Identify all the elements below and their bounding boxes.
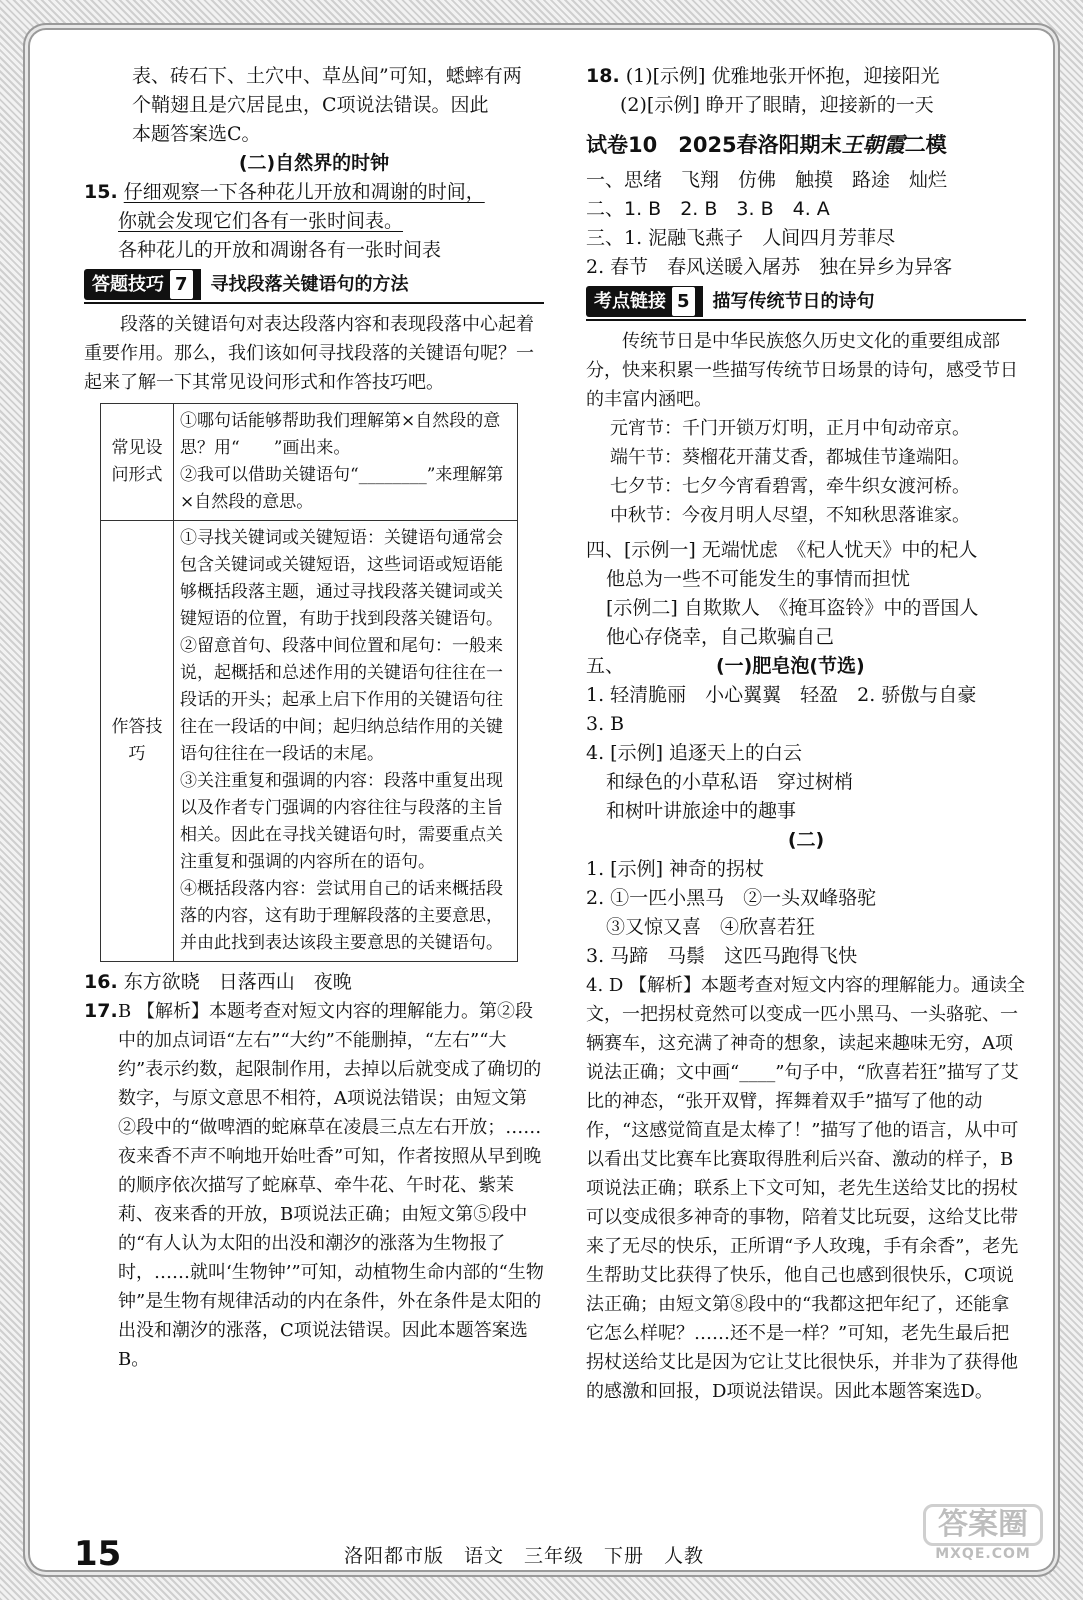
list-item: ①寻找关键词或关键短语：关键语句通常会包含关键词或关键短语，这些词语或短语能够概括段落主题，通过寻找段落关键词或关键短语的位置，有助于找到段落关键语句。 — [180, 528, 503, 629]
link-number: 5 — [672, 287, 695, 316]
link-title: 描写传统节日的诗句 — [712, 291, 875, 312]
tip-badge — [84, 269, 201, 300]
question-text: 你就会发现它们各有一张时间表。 — [118, 210, 404, 232]
page-number: 15 — [74, 1534, 122, 1574]
answer-section-3: 三、1. 泥融飞燕子 人间四月芳菲尽 — [586, 227, 896, 249]
intro-line: 个鞘翅且是穴居昆虫，C项说法错误。因此 — [132, 94, 489, 116]
list-item: ④概括段落内容：尝试用自己的话来概括段落的内容，这有助于理解段落的主要意思，并由此找到表达该段主要意思的关键语句。 — [180, 879, 503, 953]
list-item: ③关注重复和强调的内容：段落中重复出现以及作者专门强调的内容往往与段落的主旨相关。因此在寻找关键语句时，需要重点关注重复和强调的内容所在的语句。 — [180, 771, 503, 872]
link-heading — [586, 286, 1026, 321]
exam-title-text: 试卷10 2025春洛阳期末 — [586, 133, 842, 157]
exam-title — [586, 130, 1026, 160]
right-column — [586, 62, 1026, 1406]
answer-line: 1. [示例] 神奇的拐杖 — [586, 858, 765, 880]
answer-line: ③又惊又喜 ④欣喜若狂 — [606, 916, 816, 938]
question-number: 18. — [586, 65, 620, 87]
answer-line: 3. B — [586, 713, 625, 735]
list-item: ①哪句话能够帮助我们理解第×自然段的意思？用“ ”画出来。 — [180, 411, 501, 458]
answer-explanation: 4. D 【解析】本题考查对短文内容的理解能力。通读全文，一把拐杖竟然可以变成一匹小黑马、一头骆驼、一辆赛车，这充满了神奇的想象，读起来趣味无穷，A项说法正确；文中画“____”句子中，“欣喜若狂”描写了艾比的神态，“张开双臂，挥舞着双手”描写了他的动作，“这感觉简直是太棒了！”描写了他的语言，从中可以看出艾比赛车比赛取得胜利后兴奋、激动的样子，B项说法正确；联系上下文可知，老先生送给艾比的拐杖可以变成很多神奇的事物，陪着艾比玩耍，这给艾比带来了无尽的快乐，正所谓“予人玫瑰，手有余香”，老先生帮助艾比获得了快乐，他自己也感到很快乐，C项说法正确；由短文第⑧段中的“我都这把年纪了，还能拿它怎么样呢？……还不是一样？”可知，老先生最后把拐杖送给艾比是因为它让艾比很快乐，并非为了获得他的感激和回报，D项说法错误。因此本题答案选D。 — [586, 975, 1026, 1402]
answer-text: (2)[示例] 睁开了眼睛，迎接新的一天 — [620, 94, 934, 116]
tip-paragraph: 段落的关键语句对表达段落内容和表现段落中心起着重要作用。那么，我们该如何寻找段落的关键语句呢？一起来了解一下其常见设问形式和作答技巧吧。 — [84, 314, 534, 393]
row-content — [174, 404, 518, 521]
link-badge — [586, 286, 703, 317]
tip-title: 寻找段落关键语句的方法 — [210, 274, 409, 295]
answer-section-3b: 2. 春节 春风送暖入屠苏 独在异乡为异客 — [586, 256, 953, 278]
exam-title-suffix: 二模 — [904, 133, 947, 157]
poem-line: 中秋节：今夜月明人尽望，不知秋思落谁家。 — [610, 505, 970, 526]
poem-line: 端午节：葵榴花开蒲艾香，都城佳节逢端阳。 — [610, 447, 970, 468]
tip-number: 7 — [170, 270, 193, 299]
watermark-text: 答案圈 — [923, 1504, 1043, 1546]
list-item: ②我可以借助关键语句“________”来理解第×自然段的意思。 — [180, 465, 504, 512]
page-footer — [74, 1534, 1014, 1574]
answer-section-4: 四、[示例一] 无端忧虑 《杞人忧天》中的杞人 — [586, 539, 978, 561]
answer-line: 3. 马蹄 马鬃 这匹马跑得飞快 — [586, 945, 858, 967]
answer-line: 1. 轻清脆丽 小心翼翼 轻盈 2. 骄傲与自豪 — [586, 684, 977, 706]
row-header: 常见设问形式 — [101, 404, 174, 521]
answer-section-5-heading — [586, 652, 1026, 681]
question-number: 16. — [84, 971, 118, 993]
answer-line: 和树叶讲旅途中的趣事 — [606, 800, 797, 822]
intro-line: 本题答案选C。 — [132, 123, 261, 145]
answer-section-4-line: 他心存侥幸，自己欺骗自己 — [606, 626, 835, 648]
watermark-logo — [923, 1504, 1043, 1574]
question-17 — [84, 997, 544, 1374]
answer-section-4-line: 他总为一些不可能发生的事情而担忧 — [606, 568, 911, 590]
section-subtitle: (二) — [787, 829, 825, 851]
tip-heading — [84, 269, 544, 304]
answer-line: 和绿色的小草私语 穿过树梢 — [606, 771, 854, 793]
intro-line: 表、砖石下、土穴中、草丛间”可知，蟋蟀有两 — [132, 65, 522, 87]
question-16 — [84, 968, 544, 997]
question-number: 17. — [84, 1000, 118, 1022]
poem-line: 元宵节：千门开锁万灯明，正月中旬动帝京。 — [610, 418, 970, 439]
row-content — [174, 521, 518, 962]
question-text: 仔细观察一下各种花儿开放和凋谢的时间， — [123, 181, 485, 203]
link-label: 考点链接 — [594, 291, 666, 312]
list-item: ②留意首句、段落中间位置和尾句：一般来说，起概括和总述作用的关键语句往往在一段话的开头；起承上启下作用的关键语句往往在一段话的中间；起归纳总结作用的关键语句往往在一段话的末尾。 — [180, 636, 503, 764]
table-row — [101, 404, 518, 521]
poem-line: 七夕节：七夕今宵看碧霄，牵牛织女渡河桥。 — [610, 476, 970, 497]
footer-text: 洛阳都市版 语文 三年级 下册 人教 — [344, 1544, 705, 1567]
row-header: 作答技巧 — [101, 521, 174, 962]
question-number: 15. — [84, 181, 118, 203]
answer-section-4-line: [示例二] 自欺欺人 《掩耳盗铃》中的晋国人 — [606, 597, 979, 619]
answer-section-1: 一、思绪 飞翔 仿佛 触摸 路途 灿烂 — [586, 169, 948, 191]
section-title: (二)自然界的时钟 — [238, 152, 390, 174]
answer-text: 东方欲晓 日落西山 夜晚 — [123, 971, 352, 993]
answer-text: (1)[示例] 优雅地张开怀抱，迎接阳光 — [625, 65, 940, 87]
answer-explanation: B 【解析】本题考查对短文内容的理解能力。第②段中的加点词语“左右”“大约”不能删掉，“左右”“大约”表示约数，起限制作用，去掉以后就变成了确切的数字，与原文意思不相符，A项说法错误；由短文第②段中的“做啤酒的蛇麻草在凌晨三点左右开放；……夜来香不声不响地开始吐香”可知，作者按照从早到晚的顺序依次描写了蛇麻草、牵牛花、午时花、紫茉莉、夜来香的开放，B项说法正确；由短文第⑤段中的“有人认为太阳的出没和潮汐的涨落为生物报了时，……就叫‘生物钟’”可知，动植物生命内部的“生物钟”是生物有规律活动的内在条件，外在条件是太阳的出没和潮汐的涨落，C项说法错误。因此本题答案选B。 — [118, 1001, 544, 1370]
tips-table — [100, 403, 518, 962]
tip-label: 答题技巧 — [92, 274, 164, 295]
question-18 — [586, 62, 1026, 120]
answer-text: 各种花儿的开放和凋谢各有一张时间表 — [118, 239, 442, 261]
section-label: 五、 — [586, 655, 625, 677]
table-row — [101, 521, 518, 962]
question-15 — [84, 178, 544, 265]
answer-section-2: 二、1. B 2. B 3. B 4. A — [586, 198, 830, 220]
left-column — [84, 62, 544, 1374]
link-paragraph: 传统节日是中华民族悠久历史文化的重要组成部分，快来积累一些描写传统节日场景的诗句，感受节日的丰富内涵吧。 — [586, 331, 1018, 410]
answer-line: 2. ①一匹小黑马 ②一头双峰骆驼 — [586, 887, 877, 909]
brand-logo: 王朝霞 — [841, 132, 905, 157]
answer-line: 4. [示例] 追逐天上的白云 — [586, 742, 803, 764]
section-subtitle: (一)肥皂泡(节选) — [716, 655, 865, 677]
watermark-url: MXQE.COM — [935, 1546, 1031, 1562]
